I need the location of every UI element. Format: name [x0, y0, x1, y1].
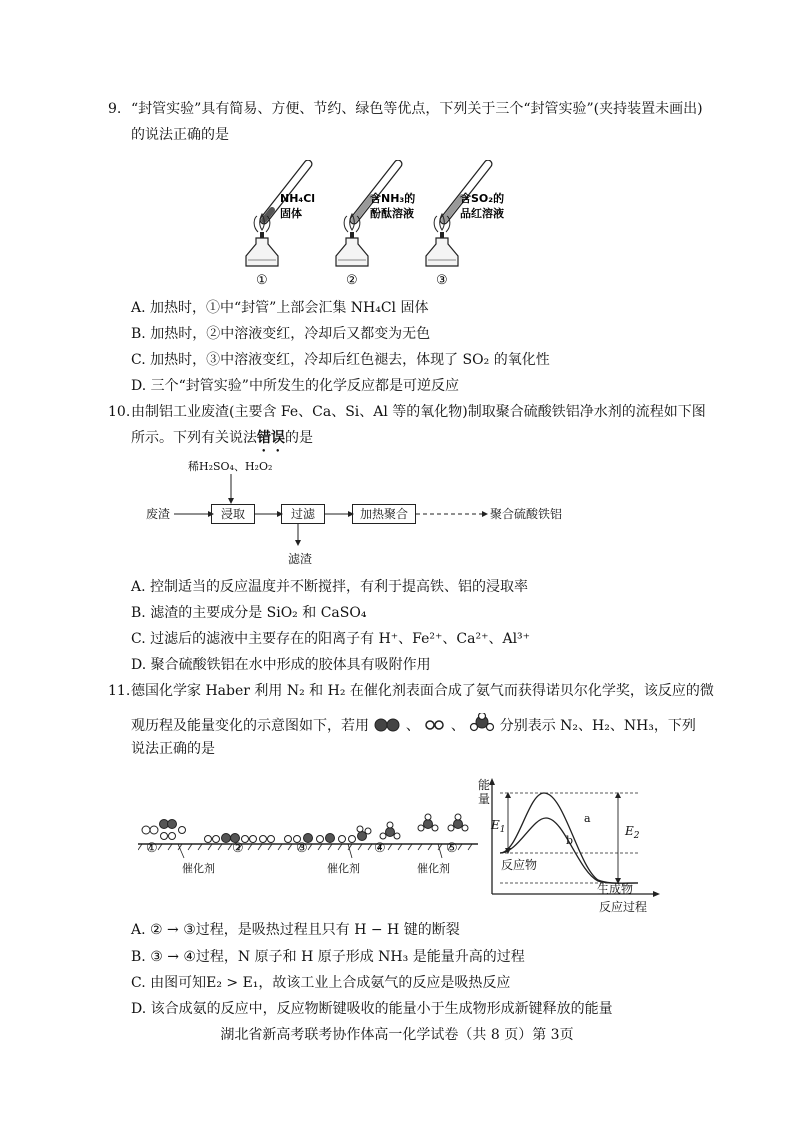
- q11-stem-line2: [131, 713, 696, 735]
- tube1-label1: NH₄Cl: [280, 192, 316, 205]
- q10-stem2-c: 的是: [285, 430, 313, 446]
- q9-stem-line2: 的说法正确的是: [131, 127, 229, 143]
- q10-option-d: D. 聚合硫酸铁铝在水中形成的胶体具有吸附作用: [131, 657, 431, 673]
- product-label: 生成物: [597, 882, 634, 896]
- stage-4-label: ④: [374, 841, 386, 856]
- curve-a-label: a: [584, 812, 591, 825]
- tube2-num: ②: [346, 273, 358, 288]
- q11-number: 11.: [108, 683, 131, 699]
- n2-molecule-icon: [373, 717, 401, 733]
- q9-stem-line1: “封管实验”具有简易、方便、节约、绿色等优点，下列关于三个“封管实验”(夹持装置未画出): [131, 101, 703, 117]
- catalyst-label-3: 催化剂: [417, 862, 450, 875]
- h2-molecule-icon: [424, 717, 446, 733]
- q10-option-c: C. 过滤后的滤液中主要存在的阳离子有 H⁺、Fe²⁺、Ca²⁺、Al³⁺: [131, 631, 531, 647]
- stage-5-label: ⑤: [446, 841, 458, 856]
- q10-stem-line2: [131, 429, 313, 455]
- q10-stem2-a: 所示。下列有关说法: [131, 430, 257, 446]
- q9-option-b: B. 加热时，②中溶液变红，冷却后又都变为无色: [131, 326, 431, 342]
- page-footer: 湖北省新高考联考协作体高一化学试卷（共 8 页）第 3页: [220, 1027, 574, 1043]
- catalyst-label-2: 催化剂: [327, 862, 360, 875]
- e1-label: $E_1$: [491, 818, 506, 835]
- q11-stem2-a: 观历程及能量变化的示意图如下，若用: [131, 718, 369, 734]
- curve-b-label: b: [566, 834, 574, 847]
- nh3-molecule-icon: [469, 713, 495, 735]
- tube2-label1: 含NH₃的: [370, 192, 416, 205]
- q9-option-a: A. 加热时，①中“封管”上部会汇集 NH₄Cl 固体: [131, 300, 429, 316]
- q10-number: 10.: [108, 404, 131, 420]
- tube1-num: ①: [256, 273, 268, 288]
- flow-reagent: 稀H₂SO₄、H₂O₂: [188, 460, 273, 473]
- q10-stem2-emphasis: 错误: [257, 430, 285, 446]
- energy-axis-label: 能量: [478, 778, 491, 806]
- flow-residue: 滤渣: [288, 552, 313, 566]
- tube2-label2: 酚酞溶液: [370, 207, 414, 220]
- q11-stem-line1: 德国化学家 Haber 利用 N₂ 和 H₂ 在催化剂表面合成了氨气而获得诺贝尔化学奖，该反应的微: [131, 683, 714, 699]
- q9-tube-figure: [218, 160, 518, 290]
- flow-step-filter: 过滤: [281, 504, 325, 524]
- catalyst-label-1: 催化剂: [182, 862, 215, 875]
- q11-option-d: D. 该合成氨的反应中，反应物断键吸收的能量小于生成物形成新键释放的能量: [131, 1001, 613, 1017]
- e2-label: $E_2$: [625, 824, 640, 841]
- flow-step-leach: 浸取: [211, 504, 255, 524]
- q11-option-b: B. ③ → ④过程，N 原子和 H 原子形成 NH₃ 是能量升高的过程: [131, 949, 525, 965]
- stage-1-label: ①: [146, 841, 158, 856]
- stage-2-label: ②: [232, 841, 244, 856]
- q11-stem2-d: 分别表示 N₂、H₂、NH₃，下列: [499, 718, 696, 734]
- q10-option-a: A. 控制适当的反应温度并不断搅拌，有利于提高铁、铝的浸取率: [131, 579, 529, 595]
- tube3-label1: 含SO₂的: [460, 192, 505, 205]
- tube3-label2: 品红溶液: [460, 207, 504, 220]
- q11-stem-line3: 说法正确的是: [131, 741, 215, 757]
- q10-option-b: B. 滤渣的主要成分是 SiO₂ 和 CaSO₄: [131, 605, 367, 621]
- q11-stem2-sep1: 、: [405, 718, 420, 734]
- tube1-label2: 固体: [280, 207, 302, 220]
- q11-option-c: C. 由图可知E₂ > E₁，故该工业上合成氨气的反应是吸热反应: [131, 975, 511, 991]
- q10-stem-line1: 由制铝工业废渣(主要含 Fe、Ca、Si、Al 等的氧化物)制取聚合硫酸铁铝净水剂的流程如下图: [131, 404, 706, 420]
- q11-option-a: A. ② → ③过程，是吸热过程且只有 H − H 键的断裂: [131, 922, 460, 938]
- flow-product: 聚合硫酸铁铝: [490, 507, 563, 521]
- stage-3-label: ③: [296, 841, 308, 856]
- reactant-label: 反应物: [501, 858, 538, 872]
- q9-option-c: C. 加热时，③中溶液变红，冷却后红色褪去，体现了 SO₂ 的氧化性: [131, 352, 550, 368]
- flow-step-polymerize: 加热聚合: [352, 504, 416, 524]
- x-axis-label: 反应过程: [599, 900, 648, 914]
- q11-stem2-sep2: 、: [450, 718, 465, 734]
- tube3-num: ③: [436, 273, 448, 288]
- flow-input: 废渣: [146, 507, 171, 521]
- q9-option-d: D. 三个“封管实验”中所发生的化学反应都是可逆反应: [131, 378, 459, 394]
- q9-number: 9.: [108, 101, 122, 117]
